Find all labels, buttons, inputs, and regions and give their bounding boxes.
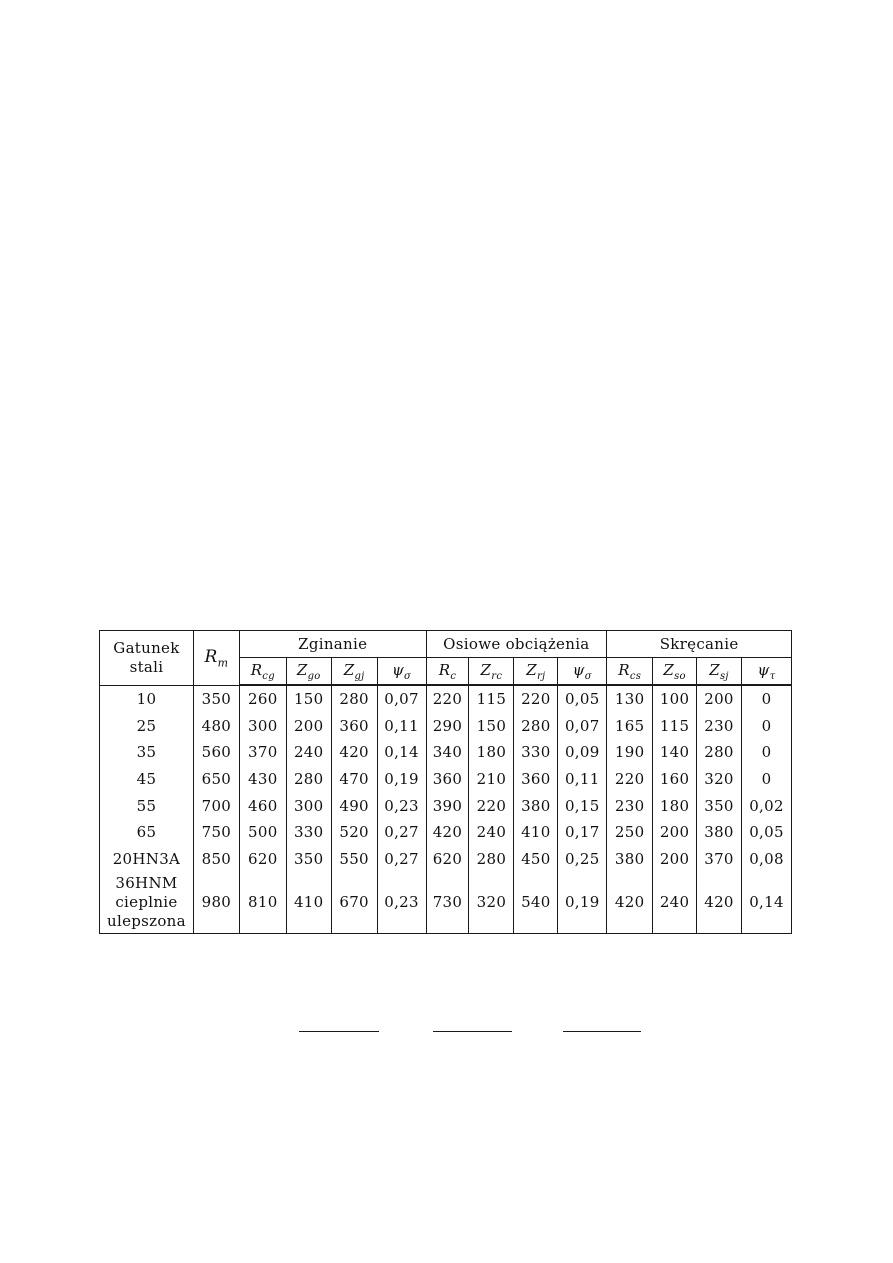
table-row [100, 685, 792, 713]
value-cell: 350 [286, 846, 331, 873]
grade-column-header [100, 631, 194, 686]
grade-cell: 25 [100, 713, 194, 740]
value-cell: 200 [653, 846, 697, 873]
value-cell: 450 [514, 846, 558, 873]
value-cell: 160 [653, 766, 697, 793]
symbol-header: $Z_{gj}$ [331, 658, 377, 686]
value-cell: 210 [469, 766, 514, 793]
value-cell: 230 [607, 792, 653, 819]
value-cell: 460 [239, 792, 286, 819]
symbol-header: $Z_{rc}$ [469, 658, 514, 686]
symbol-header: $Z_{rj}$ [514, 658, 558, 686]
grade-cell-line: ulepszona [107, 912, 186, 931]
value-cell: 220 [469, 792, 514, 819]
rm-cell: 750 [193, 819, 239, 846]
value-cell: 470 [331, 766, 377, 793]
divider-line [433, 1031, 512, 1032]
value-cell: 620 [426, 846, 469, 873]
grade-header-line2: stali [129, 657, 164, 676]
value-cell: 0,09 [558, 739, 607, 766]
rm-cell: 980 [193, 872, 239, 934]
rm-column-header: $R_m$ [193, 631, 239, 686]
table-row [100, 713, 792, 740]
symbol-header: $\psi_\sigma$ [558, 658, 607, 686]
value-cell: 360 [426, 766, 469, 793]
value-cell: 0,02 [741, 792, 791, 819]
value-cell: 360 [331, 713, 377, 740]
grade-cell-line: cieplnie [115, 893, 178, 912]
value-cell: 420 [697, 872, 742, 934]
value-cell: 420 [426, 819, 469, 846]
grade-cell: 65 [100, 819, 194, 846]
rm-cell: 350 [193, 685, 239, 713]
value-cell: 0,14 [741, 872, 791, 934]
value-cell: 370 [697, 846, 742, 873]
table-row [100, 846, 792, 873]
table-row [100, 766, 792, 793]
symbol-header: $R_{cg}$ [239, 658, 286, 686]
value-cell: 290 [426, 713, 469, 740]
value-cell: 280 [514, 713, 558, 740]
value-cell: 320 [697, 766, 742, 793]
value-cell: 0,19 [558, 872, 607, 934]
rm-cell: 700 [193, 792, 239, 819]
value-cell: 115 [653, 713, 697, 740]
value-cell: 220 [514, 685, 558, 713]
value-cell: 115 [469, 685, 514, 713]
value-cell: 410 [286, 872, 331, 934]
grade-cell-line: 36HNM [115, 874, 178, 893]
value-cell: 540 [514, 872, 558, 934]
value-cell: 0,11 [377, 713, 426, 740]
value-cell: 140 [653, 739, 697, 766]
value-cell: 730 [426, 872, 469, 934]
value-cell: 280 [286, 766, 331, 793]
symbol-header: $Z_{sj}$ [697, 658, 742, 686]
value-cell: 150 [469, 713, 514, 740]
value-cell: 0,11 [558, 766, 607, 793]
divider-line [299, 1031, 379, 1032]
value-cell: 360 [514, 766, 558, 793]
grade-cell: 20HN3A [100, 846, 194, 873]
value-cell: 0,15 [558, 792, 607, 819]
value-cell: 340 [426, 739, 469, 766]
value-cell: 0,05 [558, 685, 607, 713]
value-cell: 420 [331, 739, 377, 766]
value-cell: 320 [469, 872, 514, 934]
value-cell: 0 [741, 713, 791, 740]
value-cell: 670 [331, 872, 377, 934]
value-cell: 220 [607, 766, 653, 793]
value-cell: 180 [653, 792, 697, 819]
value-cell: 300 [286, 792, 331, 819]
value-cell: 620 [239, 846, 286, 873]
value-cell: 0,14 [377, 739, 426, 766]
value-cell: 130 [607, 685, 653, 713]
value-cell: 250 [607, 819, 653, 846]
value-cell: 0,23 [377, 792, 426, 819]
grade-cell [100, 872, 194, 934]
value-cell: 280 [469, 846, 514, 873]
value-cell: 350 [697, 792, 742, 819]
value-cell: 810 [239, 872, 286, 934]
value-cell: 260 [239, 685, 286, 713]
value-cell: 380 [697, 819, 742, 846]
value-cell: 100 [653, 685, 697, 713]
value-cell: 550 [331, 846, 377, 873]
value-cell: 0,19 [377, 766, 426, 793]
value-cell: 150 [286, 685, 331, 713]
symbol-header: $\psi_\tau$ [741, 658, 791, 686]
table-row [100, 819, 792, 846]
value-cell: 240 [286, 739, 331, 766]
value-cell: 240 [469, 819, 514, 846]
grade-header-line1: Gatunek [113, 638, 180, 657]
value-cell: 410 [514, 819, 558, 846]
value-cell: 390 [426, 792, 469, 819]
value-cell: 330 [286, 819, 331, 846]
value-cell: 500 [239, 819, 286, 846]
value-cell: 0,27 [377, 819, 426, 846]
value-cell: 370 [239, 739, 286, 766]
value-cell: 0 [741, 739, 791, 766]
value-cell: 200 [653, 819, 697, 846]
steel-properties-table [99, 630, 792, 934]
rm-cell: 850 [193, 846, 239, 873]
value-cell: 330 [514, 739, 558, 766]
table-row [100, 739, 792, 766]
value-cell: 240 [653, 872, 697, 934]
grade-cell: 10 [100, 685, 194, 713]
value-cell: 0,07 [558, 713, 607, 740]
value-cell: 280 [331, 685, 377, 713]
value-cell: 0,23 [377, 872, 426, 934]
group-header-torsion: Skręcanie [607, 631, 792, 658]
rm-cell: 560 [193, 739, 239, 766]
value-cell: 0,17 [558, 819, 607, 846]
symbol-header: $R_{cs}$ [607, 658, 653, 686]
value-cell: 165 [607, 713, 653, 740]
value-cell: 0,07 [377, 685, 426, 713]
value-cell: 430 [239, 766, 286, 793]
table-row [100, 792, 792, 819]
value-cell: 220 [426, 685, 469, 713]
divider-line [563, 1031, 641, 1032]
value-cell: 420 [607, 872, 653, 934]
symbol-header: $\psi_\sigma$ [377, 658, 426, 686]
table-body [100, 685, 792, 934]
value-cell: 380 [514, 792, 558, 819]
value-cell: 0,05 [741, 819, 791, 846]
symbol-header: $Z_{go}$ [286, 658, 331, 686]
value-cell: 0 [741, 685, 791, 713]
value-cell: 490 [331, 792, 377, 819]
value-cell: 0,25 [558, 846, 607, 873]
value-cell: 300 [239, 713, 286, 740]
rm-cell: 480 [193, 713, 239, 740]
value-cell: 380 [607, 846, 653, 873]
value-cell: 200 [697, 685, 742, 713]
grade-cell: 45 [100, 766, 194, 793]
symbol-header: $Z_{so}$ [653, 658, 697, 686]
value-cell: 0,27 [377, 846, 426, 873]
value-cell: 230 [697, 713, 742, 740]
value-cell: 190 [607, 739, 653, 766]
group-header-bending: Zginanie [239, 631, 426, 658]
rm-cell: 650 [193, 766, 239, 793]
grade-cell: 55 [100, 792, 194, 819]
grade-cell: 35 [100, 739, 194, 766]
group-header-row [100, 631, 792, 658]
value-cell: 200 [286, 713, 331, 740]
group-header-axial-load: Osiowe obciążenia [426, 631, 607, 658]
value-cell: 520 [331, 819, 377, 846]
value-cell: 180 [469, 739, 514, 766]
value-cell: 0 [741, 766, 791, 793]
table-row [100, 872, 792, 934]
value-cell: 0,08 [741, 846, 791, 873]
symbol-header: $R_c$ [426, 658, 469, 686]
value-cell: 280 [697, 739, 742, 766]
